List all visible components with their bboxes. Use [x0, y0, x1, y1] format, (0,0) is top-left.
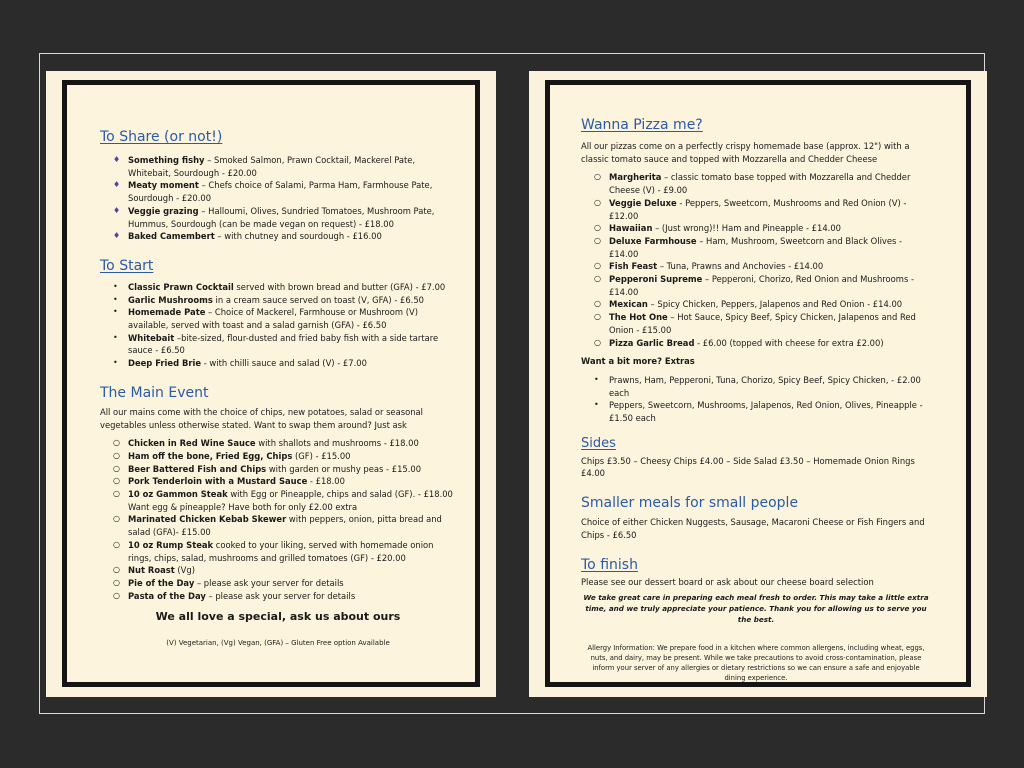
bullet-icon: ○ — [113, 565, 120, 575]
list-item: ♦ Something fishy – Smoked Salmon, Prawn Cocktail, Mackerel Pate, Whitebait, Sourdough - £20.00 — [113, 155, 416, 178]
bullet-icon: ○ — [594, 274, 601, 284]
bullet-icon: ○ — [594, 337, 601, 347]
list-item: ○ Pizza Garlic Bread - £6.00 (topped with cheese for extra £2.00) — [594, 337, 884, 348]
allergy-info: Allergy Information: We prepare food in a kitchen where common allergens, including wheat, eggs, nuts, and dairy, may be present. While we take precautions to avoid cross-contamination, please inform your server of any allergies or dietary restrictions so we can ensure a safe and enjoyable dining experience. — [587, 644, 925, 683]
bullet-icon: ♦ — [113, 180, 121, 190]
dietary-key: (V) Vegetarian, (Vg) Vegan, (GFA) – Gluten Free option Available — [166, 639, 390, 648]
bullet-icon: ♦ — [113, 155, 121, 164]
section-title-share: To Share (or not!) — [100, 129, 223, 145]
list-item: ○ Chicken in Red Wine Sauce with shallots and mushrooms - £18.00 — [113, 438, 419, 449]
bullet-icon: ○ — [113, 514, 120, 524]
smaller-text: Choice of either Chicken Nuggests, Sausage, Macaroni Cheese or Fish Fingers and Chips - £6.50 — [581, 517, 925, 540]
bullet-icon: ♦ — [113, 231, 121, 241]
list-item: ○ Margherita – classic tomato base topped with Mozzarella and Chedder Cheese (V) - £9.00 — [594, 172, 911, 196]
bullet-icon: ○ — [594, 197, 601, 207]
page-right-content — [581, 116, 931, 683]
main-list — [100, 437, 456, 602]
list-item: ○ Beer Battered Fish and Chips with garden or mushy peas - £15.00 — [113, 463, 422, 474]
list-item: ♦ Baked Camembert – with chutney and sourdough - £16.00 — [113, 231, 382, 242]
extras-list — [581, 374, 931, 425]
list-item: ○ The Hot One – Hot Sauce, Spicy Beef, Spicy Chicken, Jalapenos and Red Onion - £15.00 — [594, 312, 916, 335]
list-item: ○ Marinated Chicken Kebab Skewer with peppers, onion, pitta bread and salad (GFA)- £15.00 — [113, 514, 442, 538]
list-item: ○ Ham off the bone, Fried Egg, Chips (GF) - £15.00 — [113, 450, 351, 461]
list-item: ○ 10 oz Rump Steak cooked to your liking, served with homemade onion rings, chips, salad, mushrooms and grilled tomatoes (GF) - £20.00 — [113, 539, 434, 563]
list-item: ○ Pasta of the Day – please ask your server for details — [113, 590, 356, 601]
pizza-intro: All our pizzas come on a perfectly crispy homemade base (approx. 12") with a classic tomato sauce and topped with Mozzarella and Chedder Cheese — [581, 141, 910, 164]
bullet-icon: • — [113, 307, 118, 317]
bullet-icon: ○ — [113, 590, 120, 600]
list-item: • Prawns, Ham, Pepperoni, Tuna, Chorizo, Spicy Beef, Spicy Chicken, - £2.00 each — [594, 374, 921, 398]
list-item: • Deep Fried Brie - with chilli sauce and salad (V) - £7.00 — [113, 358, 367, 369]
bullet-icon: • — [594, 374, 599, 384]
section-title-smaller: Smaller meals for small people — [581, 495, 799, 512]
list-item: • Classic Prawn Cocktail served with brown bread and butter (GFA) - £7.00 — [113, 281, 446, 292]
bullet-icon: • — [113, 358, 118, 368]
menu-page-right — [529, 71, 987, 697]
bullet-icon: ○ — [594, 223, 601, 233]
list-item: ○ Mexican – Spicy Chicken, Peppers, Jalapenos and Red Onion - £14.00 — [594, 299, 903, 310]
list-item: ○ Veggie Deluxe - Peppers, Sweetcorn, Mushrooms and Red Onion (V) - £12.00 — [594, 197, 907, 221]
bullet-icon: ○ — [113, 476, 120, 486]
bullet-icon: ♦ — [113, 205, 121, 215]
start-list — [100, 281, 456, 370]
list-item: • Whitebait –bite-sized, flour-dusted and fried baby fish with a side tartare sauce - £6.50 — [113, 332, 439, 356]
menu-page-left — [46, 71, 496, 697]
bullet-icon: ○ — [594, 299, 601, 309]
bullet-icon: ○ — [113, 463, 120, 473]
bullet-icon: ○ — [594, 235, 601, 245]
section-title-finish: To finish — [581, 556, 638, 573]
page-left-content — [100, 128, 456, 648]
section-title-start: To Start — [100, 257, 154, 274]
pizza-list — [581, 171, 931, 349]
bullet-icon: ○ — [113, 489, 120, 499]
bullet-icon: • — [113, 332, 118, 342]
list-item: ♦ Veggie grazing – Halloumi, Olives, Sundried Tomatoes, Mushroom Pate, Hummus, Sourdough (can be made vegan on request) - £18.00 — [113, 205, 435, 229]
list-item: • Homemade Pate – Choice of Mackerel, Farmhouse or Mushroom (V) available, served with toast and a salad garnish (GFA) - £6.50 — [113, 307, 418, 331]
share-list — [100, 154, 456, 243]
list-item: ○ Hawaiian – (Just wrong)!! Ham and Pineapple - £14.00 — [594, 223, 841, 234]
bullet-icon: ○ — [594, 172, 601, 182]
list-item: ○ Nut Roast (Vg) — [113, 565, 195, 576]
list-item: ○ 10 oz Gammon Steak with Egg or Pineapple, chips and salad (GF). - £18.00 Want egg & pineapple? Have both for only £2.00 extra — [113, 489, 453, 512]
finish-text: Please see our dessert board or ask about our cheese board selection — [581, 576, 874, 587]
bullet-icon: ○ — [594, 312, 601, 322]
list-item: ♦ Meaty moment – Chefs choice of Salami, Parma Ham, Farmhouse Pate, Sourdough - £20.00 — [113, 180, 433, 204]
list-item: ○ Fish Feast – Tuna, Prawns and Anchovies - £14.00 — [594, 261, 824, 272]
bullet-icon: • — [594, 400, 599, 410]
main-intro: All our mains come with the choice of chips, new potatoes, salad or seasonal vegetables unless otherwise stated. Want to swap them around? Just ask — [100, 406, 423, 430]
bullet-icon: ○ — [113, 577, 120, 587]
sides-text: Chips £3.50 – Cheesy Chips £4.00 – Side Salad £3.50 – Homemade Onion Rings £4.00 — [581, 455, 915, 479]
bullet-icon: ○ — [594, 261, 601, 271]
list-item: ○ Deluxe Farmhouse – Ham, Mushroom, Sweetcorn and Black Olives - £14.00 — [594, 235, 903, 259]
bullet-icon: ○ — [113, 438, 120, 448]
section-title-main: The Main Event — [100, 384, 209, 401]
list-item: ○ Pork Tenderloin with a Mustard Sauce - £18.00 — [113, 476, 345, 487]
list-item: • Garlic Mushrooms in a cream sauce served on toast (V, GFA) - £6.50 — [113, 294, 424, 305]
care-note: We take great care in preparing each meal fresh to order. This may take a little extra time, and we truly appreciate your patience. Thank you for allowing us to serve you the best. — [583, 593, 929, 625]
bullet-icon: ○ — [113, 539, 120, 549]
bullet-icon: • — [113, 281, 118, 291]
section-title-pizza: Wanna Pizza me? — [581, 117, 703, 133]
bullet-icon: • — [113, 294, 118, 304]
specials-note: We all love a special, ask us about ours — [155, 610, 401, 624]
list-item: • Peppers, Sweetcorn, Mushrooms, Jalapenos, Red Onion, Olives, Pineapple - £1.50 each — [594, 400, 923, 424]
list-item: ○ Pie of the Day – please ask your server for details — [113, 577, 344, 588]
extras-heading: Want a bit more? Extras — [581, 356, 695, 367]
section-title-sides: Sides — [581, 435, 616, 451]
list-item: ○ Pepperoni Supreme – Pepperoni, Chorizo, Red Onion and Mushrooms - £14.00 — [594, 274, 914, 297]
bullet-icon: ○ — [113, 450, 120, 460]
